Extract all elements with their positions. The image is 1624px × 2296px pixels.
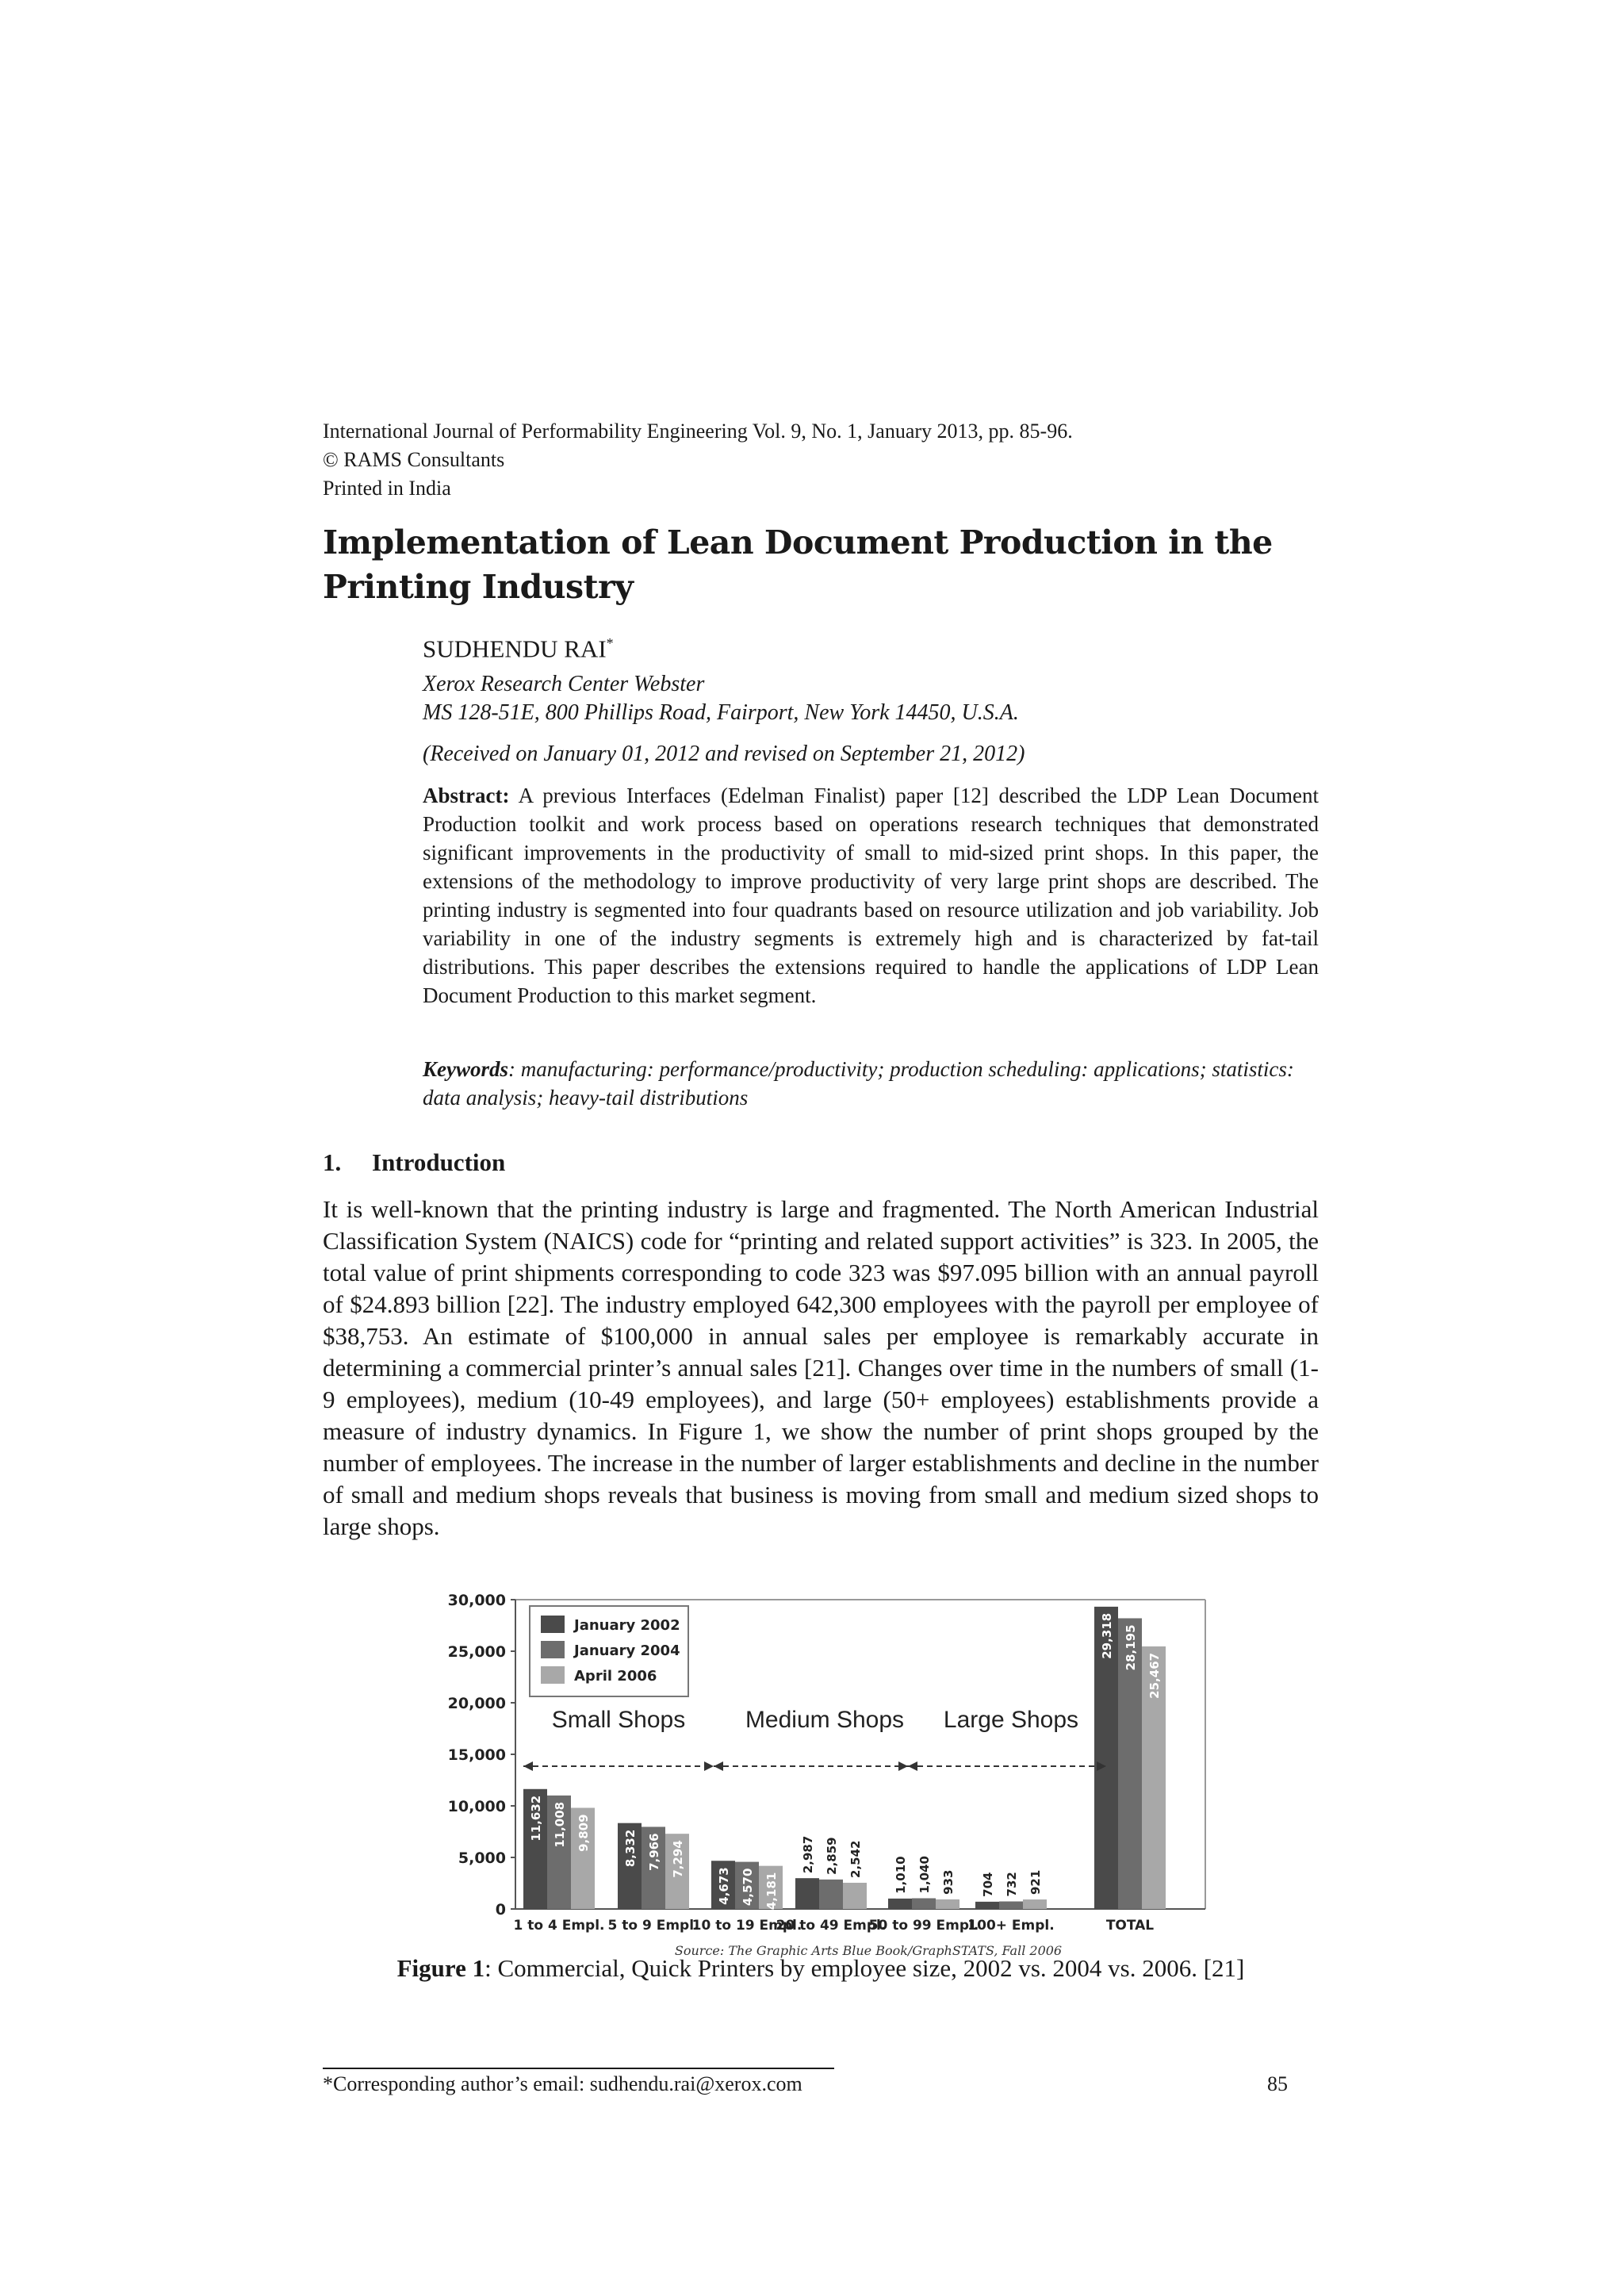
- bar-value-label: 4,570: [741, 1868, 755, 1907]
- legend-label: April 2006: [574, 1668, 657, 1685]
- figure-1: [428, 1584, 1221, 1964]
- legend-swatch: [541, 1666, 565, 1684]
- bar: [888, 1899, 912, 1909]
- page-number: 85: [1267, 2072, 1288, 2095]
- x-tick-label: 1 to 4 Empl.: [513, 1918, 605, 1934]
- bar-value-label: 8,332: [623, 1829, 638, 1868]
- author-name: SUDHENDU RAI: [423, 634, 607, 663]
- bar-value-label: 29,318: [1100, 1612, 1114, 1659]
- y-tick-label: 10,000: [447, 1798, 506, 1815]
- bar-value-label: 732: [1005, 1872, 1019, 1897]
- bar-value-label: 11,008: [553, 1801, 567, 1848]
- copyright-line: © RAMS Consultants: [323, 448, 505, 471]
- keywords-text: : manufacturing: performance/productivity; production scheduling: applications; statistics: data analysis; heavy-tail distributions: [423, 1057, 1294, 1110]
- received-dates: (Received on January 01, 2012 and revised on September 21, 2012): [423, 742, 1025, 767]
- segment-arrowhead: [704, 1761, 714, 1771]
- y-tick-label: 0: [495, 1901, 506, 1918]
- bar-value-label: 9,809: [576, 1814, 591, 1852]
- x-tick-label: 50 to 99 Empl.: [868, 1918, 979, 1934]
- bar: [999, 1901, 1023, 1909]
- bar-value-label: 704: [981, 1872, 995, 1897]
- affiliation-line-1: Xerox Research Center Webster: [423, 672, 705, 697]
- section-heading: [323, 1147, 505, 1179]
- bar-value-label: 2,987: [801, 1835, 815, 1874]
- figure-label: Figure 1: [396, 1954, 485, 1982]
- bar-value-label: 25,467: [1147, 1652, 1162, 1699]
- paper-title: Implementation of Lean Document Production in the Printing Industry: [323, 523, 1273, 606]
- bar: [795, 1878, 819, 1909]
- bar: [912, 1898, 936, 1909]
- segment-annotation: Large Shops: [943, 1707, 1079, 1733]
- x-tick-label: 20 to 49 Empl.: [776, 1918, 887, 1934]
- bar-value-label: 1,010: [894, 1856, 908, 1894]
- bar-value-label: 921: [1028, 1869, 1043, 1895]
- bar-value-label: 7,294: [671, 1840, 685, 1878]
- y-tick-label: 20,000: [447, 1695, 506, 1712]
- printed-line: Printed in India: [323, 477, 451, 500]
- x-tick-label: 5 to 9 Empl.: [607, 1918, 699, 1934]
- keywords-label: Keywords: [423, 1057, 508, 1081]
- segment-annotation: Medium Shops: [745, 1707, 905, 1733]
- bar-value-label: 4,673: [717, 1867, 731, 1905]
- segment-annotation: Small Shops: [551, 1707, 686, 1733]
- y-tick-label: 5,000: [458, 1849, 506, 1867]
- legend-swatch: [541, 1616, 565, 1633]
- x-tick-label: TOTAL: [1105, 1918, 1155, 1934]
- bar: [975, 1902, 999, 1909]
- legend-label: January 2004: [574, 1642, 680, 1659]
- author-name-line: [423, 627, 1319, 665]
- section-number: 1.: [323, 1148, 342, 1176]
- y-tick-label: 30,000: [447, 1592, 506, 1609]
- bar-value-label: 4,181: [764, 1872, 779, 1911]
- bar: [936, 1899, 959, 1909]
- legend-swatch: [541, 1641, 565, 1658]
- y-tick-label: 25,000: [447, 1643, 506, 1661]
- journal-citation: International Journal of Performability Engineering Vol. 9, No. 1, January 2013, pp. 85-96.: [323, 420, 1073, 443]
- bar: [1023, 1899, 1047, 1909]
- bar: [819, 1880, 843, 1909]
- footnote: *Corresponding author’s email: sudhendu.rai@xerox.com: [323, 2072, 802, 2095]
- bar-value-label: 933: [941, 1869, 956, 1895]
- bar-value-label: 1,040: [917, 1856, 932, 1894]
- bar-value-label: 28,195: [1124, 1624, 1138, 1671]
- footnote-rule: [323, 2068, 834, 2069]
- segment-arrowhead: [523, 1761, 533, 1771]
- author-block: [423, 627, 1319, 769]
- x-tick-label: 100+ Empl.: [967, 1918, 1055, 1934]
- bar: [843, 1883, 867, 1909]
- journal-header: [323, 417, 1073, 503]
- chart-source: Source: The Graphic Arts Blue Book/GraphSTATS, Fall 2006: [674, 1943, 1063, 1958]
- keywords: [423, 1055, 1319, 1112]
- x-tick-label: 10 to 19 Empl.: [691, 1918, 802, 1934]
- segment-arrowhead: [714, 1761, 723, 1771]
- figure-caption: [323, 1953, 1319, 1984]
- legend-label: January 2002: [574, 1617, 680, 1634]
- bar-value-label: 2,542: [848, 1840, 863, 1878]
- affiliation-line-2: MS 128-51E, 800 Phillips Road, Fairport, New York 14450, U.S.A.: [423, 700, 1019, 726]
- segment-arrowhead: [898, 1761, 908, 1771]
- bar-value-label: 7,966: [647, 1833, 661, 1871]
- figure-caption-text: : Commercial, Quick Printers by employee size, 2002 vs. 2004 vs. 2006. [21]: [485, 1954, 1245, 1982]
- intro-paragraph: It is well-known that the printing industry is large and fragmented. The North American Industrial Classification System (NAICS) code for “printing and related support activities” is 323. In 2005, the total value of print shipments corresponding to code 323 was $97.095 billion with an annual payroll of $24.893 billion [22]. The industry employed 642,300 employees with the payroll per employee of $38,753. An estimate of $100,000 in annual sales per employee is remarkably accurate in determining a commercial printer’s annual sales [21]. Changes over time in the numbers of small (1-9 employees), medium (10-49 employees), and large (50+ employees) establishments provide a measure of industry dynamics. In Figure 1, we show the number of print shops grouped by the number of employees. The increase in the number of larger establishments and decline in the number of small and medium shops reveals that business is moving from small and medium sized shops to large shops.: [323, 1195, 1319, 1540]
- y-tick-label: 15,000: [447, 1746, 506, 1764]
- abstract-text: A previous Interfaces (Edelman Finalist) paper [12] described the LDP Lean Document Production toolkit and work process based on operations research techniques that demonstrated significant improvements in the productivity of small to mid-sized print shops. In this paper, the extensions of the methodology to improve productivity of very large print shops are described. The printing industry is segmented into four quadrants based on resource utilization and job variability. Job variability in one of the industry segments is extremely high and is characterized by fat-tail distributions. This paper describes the extensions required to handle the applications of LDP Lean Document Production to this market segment.: [423, 784, 1319, 1007]
- segment-arrowhead: [908, 1761, 917, 1771]
- bar-chart: [428, 1584, 1221, 1964]
- bar-value-label: 2,859: [825, 1837, 839, 1875]
- bar-value-label: 11,632: [529, 1795, 543, 1842]
- author-mark: *: [606, 635, 614, 651]
- abstract: [423, 781, 1319, 1010]
- section-title: Introduction: [372, 1148, 506, 1176]
- abstract-label: Abstract:: [423, 784, 510, 807]
